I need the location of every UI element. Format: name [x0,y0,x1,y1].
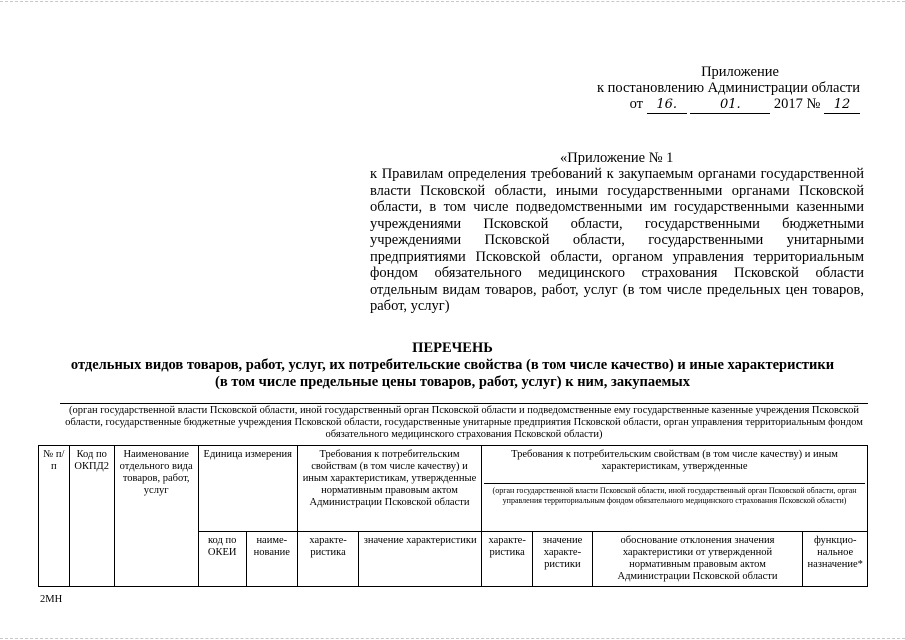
col-num: № п/п [39,446,70,587]
prior-appendix-label: «Приложение № 1 [560,150,674,166]
col-req-by-title: Требования к потребительским свойствам (в том числе качеству) и иным характеристикам, утвержденные [511,449,838,472]
sub-justification: обоснование отклонения значения характеристики от утвержденной нормативным правовым актом Администрации Псковской области [592,532,803,587]
scan-top-edge [0,1,905,2]
date-day: 16. [647,97,687,114]
col-unit: Единица измерения [198,446,297,532]
prior-appendix-text: к Правилам определения требований к закупаемым органами государственной власти Псковской области, иными государственными органами Псковской области, в том числе подведомственными им государственными казенными учреждениями Псковской области, государственными бюджетными учреждениями Псковской области, государственными унитарными предприятиями Псковской области, органом управления территориальным фондом обязательного медицинского страхования Псковской области отдельным видам товаров, работ, услуг (в том числе предельных цен товаров, работ, услуг) [370,166,864,314]
sub-char-1: характе-ристика [297,532,358,587]
sub-unit-name: наиме-нование [246,532,297,587]
document-title [0,340,905,391]
appendix-title: Приложение [701,64,779,80]
date-month: 01. [690,97,770,114]
org-note: (орган государственной власти Псковской области, иной государственный орган Псковской области и подведомственные ему государственные казенные учреждения Псковской области, государственные бюджетные учреждения Псковской области, государственные унитарные предприятия Псковской области, орган управления территориальным фондом обязательного медицинского страхования Псковской области) [65,405,863,440]
title-line-1: ПЕРЕЧЕНЬ [412,340,493,356]
appendix-decree: к постановлению Администрации области [596,80,860,96]
scan-bottom-edge [0,638,905,639]
org-fill-line [60,403,868,404]
sub-value-1: значение характеристики [359,532,482,587]
col-req-by [482,446,868,532]
footer-code: 2МН [40,594,63,605]
decree-number: 12 [824,97,860,114]
sub-function: функцио-нальное назначение* [803,532,868,587]
appendix-date-line [560,96,860,114]
sub-char-2: характе-ристика [482,532,533,587]
date-year: 2017 № [773,96,821,112]
title-line-2: отдельных видов товаров, работ, услуг, их потребительские свойства (в том числе качество) и иные характеристики [70,357,835,373]
appendix-header [560,64,860,114]
sub-value-2: значение характе-ристики [533,532,592,587]
col-req-approved: Требования к потребительским свойствам (в том числе качеству) и иным характеристикам, утвержденные нормативным правовым актом Администрации Псковской области [297,446,481,532]
title-line-3: (в том числе предельные цены товаров, работ, услуг) к ним, закупаемых [214,374,690,390]
date-prefix: от [629,96,644,112]
col-okpd: Код по ОКПД2 [69,446,114,587]
col-req-by-note: (орган государственной власти Псковской области, иной государственный орган Псковской области, орган управления территориальным фондом обязательного медицинского страхования Псковской области) [484,483,865,505]
sub-okei: код по ОКЕИ [198,532,246,587]
requirements-table [38,445,868,587]
col-name: Наименование отдельного вида товаров, работ, услуг [114,446,198,587]
